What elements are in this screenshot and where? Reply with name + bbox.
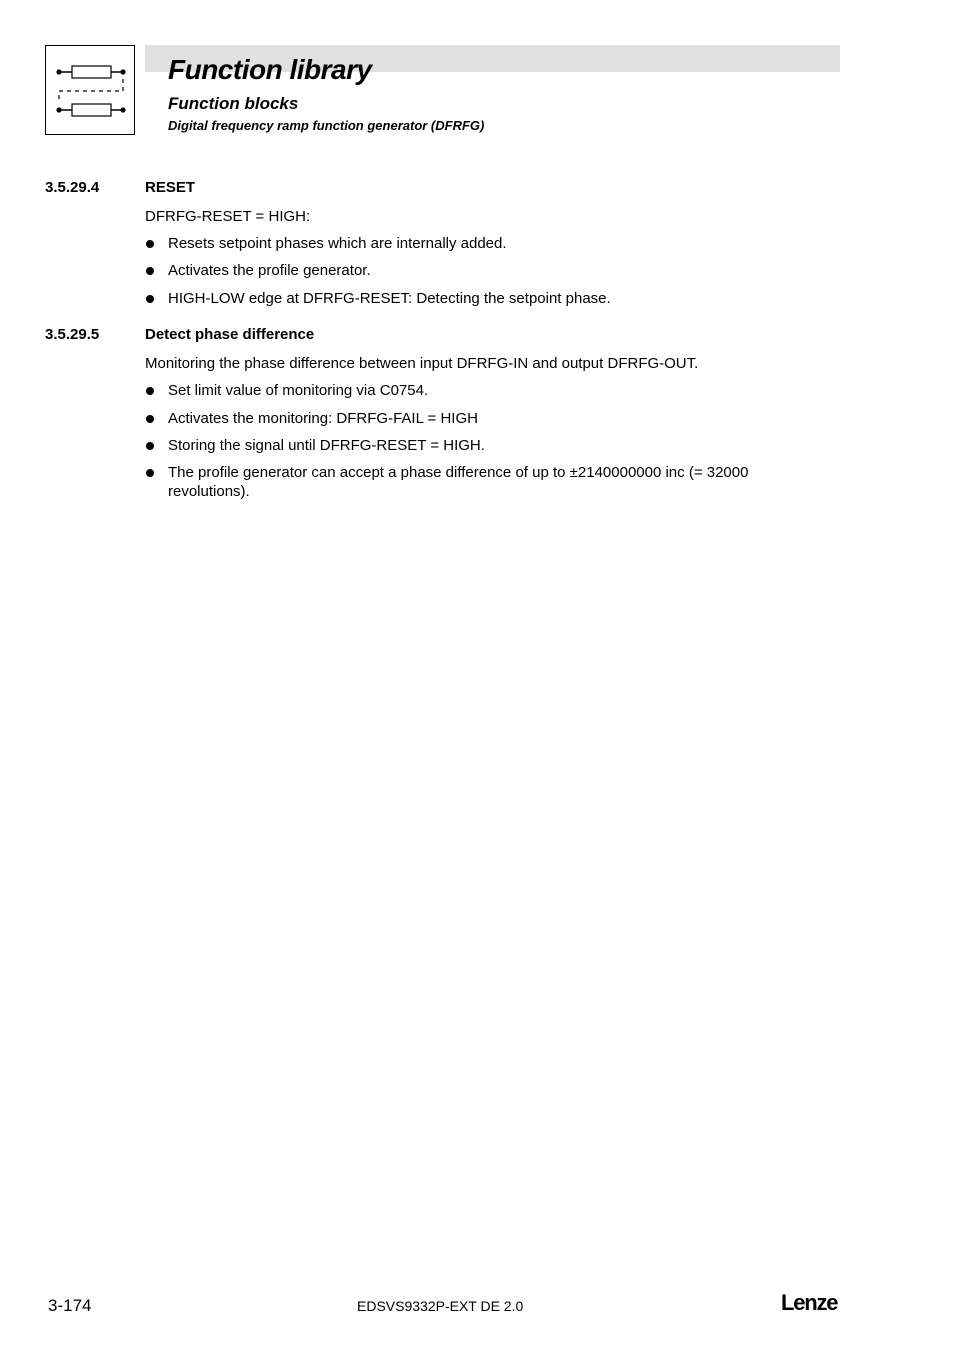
section-title: RESET (145, 179, 196, 196)
list-item (145, 234, 805, 253)
list-item-text: Activates the monitoring: DFRFG-FAIL = HIGH (168, 410, 478, 427)
bullet-icon (146, 295, 154, 303)
list-item (145, 409, 805, 428)
section-title: Detect phase difference (145, 326, 315, 343)
function-block-diagram-icon (45, 45, 135, 135)
page-subsubtitle: Digital frequency ramp function generator (DFRFG) (168, 118, 485, 133)
section-number: 3.5.29.5 (45, 326, 100, 343)
list-item-text: The profile generator can accept a phase difference of up to ±2140000000 inc (= 32000 revolutions). (168, 464, 749, 500)
list-item-text: Resets setpoint phases which are internally added. (168, 235, 507, 252)
page-title: Function library (168, 54, 372, 85)
list-item (145, 463, 805, 501)
bullet-icon (146, 469, 154, 477)
bullet-icon (146, 387, 154, 395)
bullet-icon (146, 415, 154, 423)
page-number: 3-174 (48, 1296, 92, 1315)
bullet-icon (146, 240, 154, 248)
list-item-text: Storing the signal until DFRFG-RESET = HIGH. (168, 437, 485, 454)
section-intro: Monitoring the phase difference between input DFRFG-IN and output DFRFG-OUT. (145, 355, 699, 372)
list-item-text: Activates the profile generator. (168, 262, 371, 279)
list-item (145, 436, 805, 455)
list-item (145, 261, 805, 280)
bullet-icon (146, 267, 154, 275)
list-item-text: HIGH-LOW edge at DFRFG-RESET: Detecting the setpoint phase. (168, 290, 611, 307)
bullet-list (145, 234, 805, 308)
bullet-list (145, 381, 805, 501)
section-number: 3.5.29.4 (45, 179, 100, 196)
document-id: EDSVS9332P-EXT DE 2.0 (357, 1298, 524, 1314)
list-item-text: Set limit value of monitoring via C0754. (168, 382, 429, 399)
section-intro: DFRFG-RESET = HIGH: (145, 208, 311, 225)
lenze-logo: Lenze (781, 1290, 838, 1315)
bullet-icon (146, 442, 154, 450)
list-item (145, 289, 805, 308)
page-subtitle: Function blocks (168, 94, 299, 113)
list-item (145, 381, 805, 400)
